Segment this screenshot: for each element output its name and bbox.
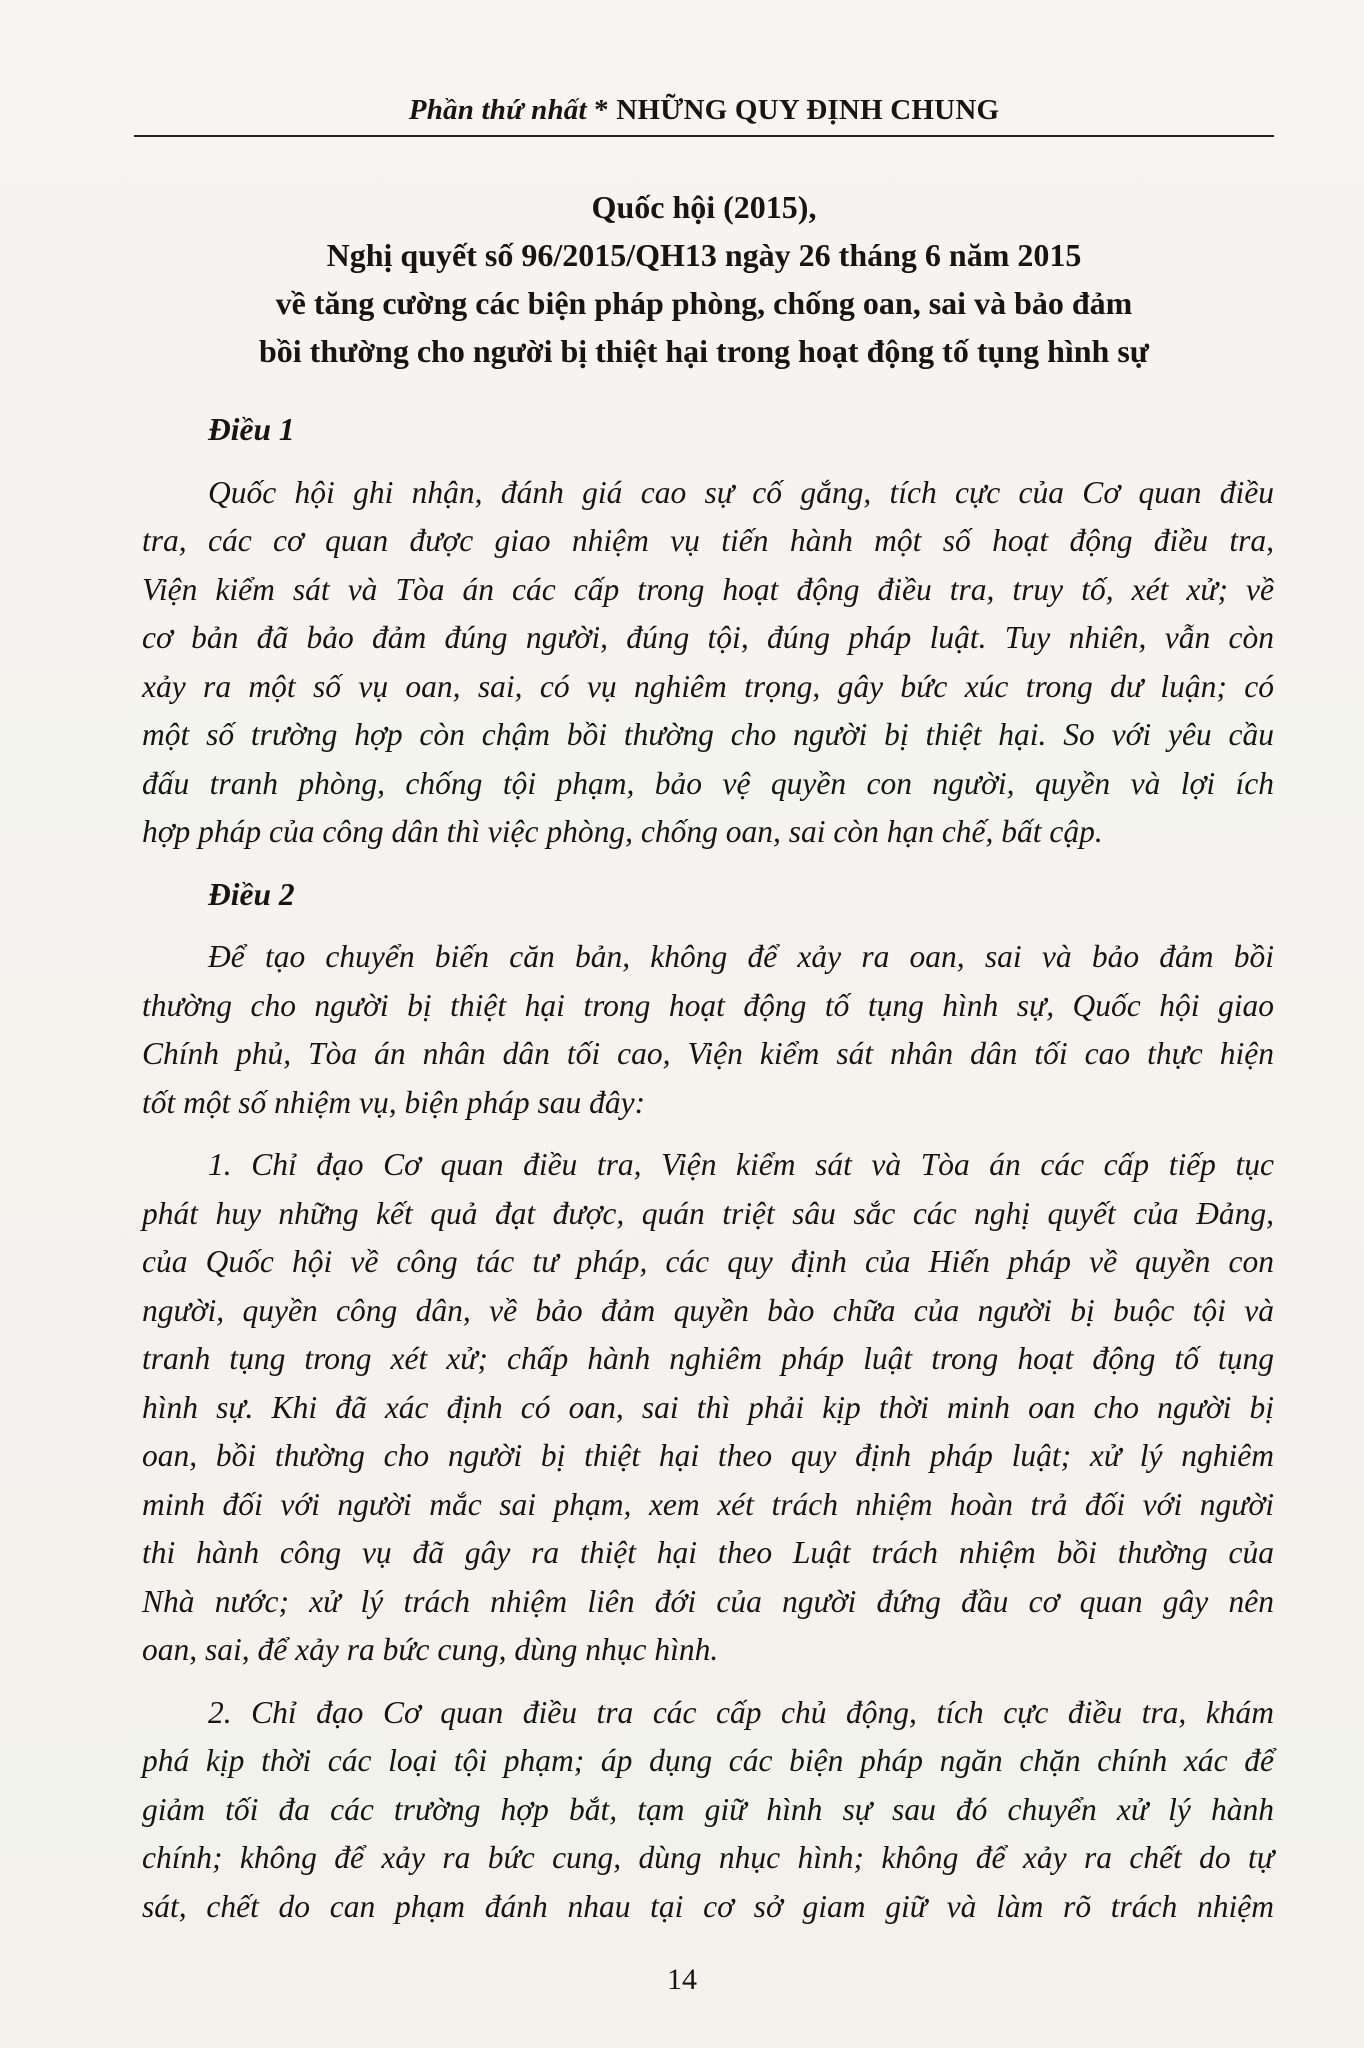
text-line: người, quyền công dân, về bảo đảm quyền bào chữa của người bị buộc tội và [142, 1292, 1274, 1328]
text-line: giảm tối đa các trường hợp bắt, tạm giữ hình sự sau đó chuyển xử lý hành [142, 1791, 1274, 1827]
text-line: phá kịp thời các loại tội phạm; áp dụng các biện pháp ngăn chặn chính xác để [142, 1743, 1274, 1778]
text-line: minh đối với người mắc sai phạm, xem xét trách nhiệm hoàn trả đối với người [142, 1486, 1274, 1522]
paragraph [142, 469, 1274, 857]
text-line: Nhà nước; xử lý trách nhiệm liên đới của người đứng đầu cơ quan gây nên [142, 1583, 1274, 1619]
article-heading: Điều 1 [208, 412, 295, 447]
text-line: phát huy những kết quả đạt được, quán triệt sâu sắc các nghị quyết của Đảng, [142, 1195, 1274, 1231]
running-head-separator: * [586, 94, 617, 126]
text-line: tốt một số nhiệm vụ, biện pháp sau đây: [142, 1084, 646, 1120]
title-line: bồi thường cho người bị thiệt hại trong hoạt động tố tụng hình sự [258, 333, 1149, 369]
title-line: Quốc hội (2015), [591, 189, 817, 225]
text-line: sát, chết do can phạm đánh nhau tại cơ sở giam giữ và làm rõ trách nhiệm [142, 1888, 1274, 1924]
text-line: xảy ra một số vụ oan, sai, có vụ nghiêm trọng, gây bức xúc trong dư luận; có [142, 668, 1274, 704]
text-line: Chính phủ, Tòa án nhân dân tối cao, Viện kiểm sát nhân dân tối cao thực hiện [142, 1036, 1274, 1071]
title-line: Nghị quyết số 96/2015/QH13 ngày 26 tháng 6 năm 2015 [326, 237, 1082, 273]
header-rule [134, 135, 1274, 137]
text-line: Để tạo chuyển biến căn bản, không để xảy ra oan, sai và bảo đảm bồi [208, 939, 1274, 974]
paragraph [142, 1141, 1274, 1675]
text-line: oan, bồi thường cho người bị thiệt hại theo quy định pháp luật; xử lý nghiêm [142, 1438, 1274, 1473]
running-head-section: NHỮNG QUY ĐỊNH CHUNG [616, 94, 1000, 126]
body-text [142, 406, 1274, 1945]
paragraph [142, 1689, 1274, 1932]
text-line: thường cho người bị thiệt hại trong hoạt động tố tụng hình sự, Quốc hội giao [142, 987, 1274, 1023]
running-head [134, 94, 1274, 127]
text-line: 2. Chỉ đạo Cơ quan điều tra các cấp chủ động, tích cực điều tra, khám [208, 1694, 1274, 1730]
text-line: 1. Chỉ đạo Cơ quan điều tra, Viện kiểm sát và Tòa án các cấp tiếp tục [208, 1147, 1274, 1182]
text-line: Quốc hội ghi nhận, đánh giá cao sự cố gắng, tích cực của Cơ quan điều [208, 474, 1274, 510]
text-line: Viện kiểm sát và Tòa án các cấp trong hoạt động điều tra, truy tố, xét xử; về [142, 571, 1274, 607]
text-line: hợp pháp của công dân thì việc phòng, chống oan, sai còn hạn chế, bất cập. [142, 814, 1103, 849]
page-number: 14 [667, 1963, 697, 1996]
text-line: chính; không để xảy ra bức cung, dùng nhục hình; không để xảy ra chết do tự [142, 1840, 1274, 1875]
text-line: một số trường hợp còn chậm bồi thường cho người bị thiệt hại. So với yêu cầu [142, 717, 1274, 752]
text-line: tranh tụng trong xét xử; chấp hành nghiêm pháp luật trong hoạt động tố tụng [142, 1341, 1274, 1376]
text-line: đấu tranh phòng, chống tội phạm, bảo vệ quyền con người, quyền và lợi ích [142, 765, 1274, 801]
text-line: của Quốc hội về công tác tư pháp, các quy định của Hiến pháp về quyền con [142, 1244, 1274, 1279]
text-line: oan, sai, để xảy ra bức cung, dùng nhục hình. [142, 1632, 719, 1667]
title-line: về tăng cường các biện pháp phòng, chống oan, sai và bảo đảm [275, 285, 1133, 321]
document-title [134, 183, 1274, 375]
article-heading: Điều 2 [208, 876, 295, 912]
text-line: cơ bản đã bảo đảm đúng người, đúng tội, đúng pháp luật. Tuy nhiên, vẫn còn [142, 620, 1274, 655]
paragraph [142, 933, 1274, 1127]
text-line: tra, các cơ quan được giao nhiệm vụ tiến hành một số hoạt động điều tra, [142, 523, 1274, 558]
text-line: hình sự. Khi đã xác định có oan, sai thì phải kịp thời minh oan cho người bị [142, 1389, 1274, 1425]
running-head-part: Phần thứ nhất [408, 94, 587, 126]
text-line: thi hành công vụ đã gây ra thiệt hại theo Luật trách nhiệm bồi thường của [142, 1535, 1274, 1570]
